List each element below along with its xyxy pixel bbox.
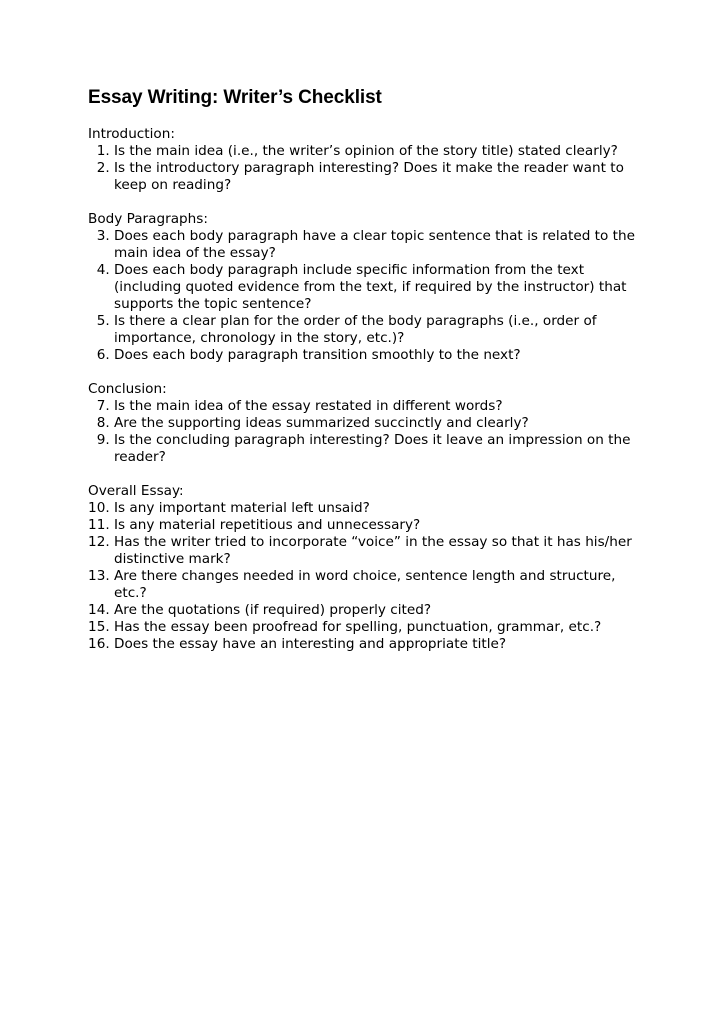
checklist-item [88, 398, 648, 415]
section-overall-essay [88, 483, 648, 653]
checklist [88, 398, 648, 466]
checklist-item [88, 636, 648, 653]
checklist-item [88, 517, 648, 534]
item-number: 15. [88, 619, 110, 635]
checklist-item [88, 160, 648, 194]
item-number: 10. [88, 500, 110, 516]
item-text: Does the essay have an interesting and appropriate title? [114, 636, 507, 652]
item-number: 8. [96, 415, 110, 431]
checklist [88, 500, 648, 653]
checklist-item [88, 619, 648, 636]
item-number: 16. [88, 636, 110, 652]
item-text: Is the introductory paragraph interesting? Does it make the reader want to keep on reading? [114, 160, 624, 193]
item-text: Has the essay been proofread for spelling, punctuation, grammar, etc.? [114, 619, 602, 635]
item-text: Are there changes needed in word choice, sentence length and structure, etc.? [114, 568, 616, 601]
checklist-item [88, 415, 648, 432]
section-heading: Overall Essay: [88, 483, 184, 499]
section-conclusion [88, 381, 648, 466]
item-number: 2. [96, 160, 110, 176]
item-number: 5. [96, 313, 110, 329]
item-text: Is the concluding paragraph interesting? Does it leave an impression on the reader? [114, 432, 631, 465]
item-number: 12. [88, 534, 110, 550]
document-page [88, 86, 648, 670]
item-number: 1. [96, 143, 110, 159]
checklist [88, 143, 648, 194]
item-number: 9. [96, 432, 110, 448]
checklist-item [88, 143, 648, 160]
item-number: 11. [88, 517, 110, 533]
checklist-item [88, 432, 648, 466]
checklist-item [88, 602, 648, 619]
item-text: Does each body paragraph have a clear topic sentence that is related to the main idea of the essay? [114, 228, 635, 261]
item-number: 7. [96, 398, 110, 414]
item-number: 14. [88, 602, 110, 618]
item-text: Is there a clear plan for the order of the body paragraphs (i.e., order of importance, chronology in the story, etc.)? [114, 313, 597, 346]
item-text: Is any material repetitious and unnecessary? [114, 517, 421, 533]
checklist-item [88, 347, 648, 364]
item-number: 4. [96, 262, 110, 278]
item-number: 3. [96, 228, 110, 244]
section-introduction [88, 126, 648, 194]
section-heading: Conclusion: [88, 381, 167, 397]
checklist-item [88, 534, 648, 568]
item-text: Is the main idea of the essay restated in different words? [114, 398, 503, 414]
item-text: Are the quotations (if required) properly cited? [114, 602, 432, 618]
checklist-item [88, 313, 648, 347]
item-text: Are the supporting ideas summarized succinctly and clearly? [114, 415, 529, 431]
checklist-item [88, 228, 648, 262]
checklist [88, 228, 648, 364]
item-text: Is the main idea (i.e., the writer’s opinion of the story title) stated clearly? [114, 143, 618, 159]
item-text: Does each body paragraph transition smoothly to the next? [114, 347, 521, 363]
section-heading: Body Paragraphs: [88, 211, 208, 227]
item-text: Is any important material left unsaid? [114, 500, 370, 516]
document-title: Essay Writing: Writer’s Checklist [88, 87, 382, 108]
section-heading: Introduction: [88, 126, 175, 142]
item-text: Has the writer tried to incorporate “voice” in the essay so that it has his/her distinctive mark? [114, 534, 632, 567]
checklist-item [88, 500, 648, 517]
checklist-item [88, 568, 648, 602]
section-body-paragraphs [88, 211, 648, 364]
checklist-item [88, 262, 648, 313]
item-text: Does each body paragraph include specific information from the text (including quoted evidence from the text, if required by the instructor) that supports the topic sentence? [114, 262, 627, 312]
item-number: 6. [96, 347, 110, 363]
item-number: 13. [88, 568, 110, 584]
